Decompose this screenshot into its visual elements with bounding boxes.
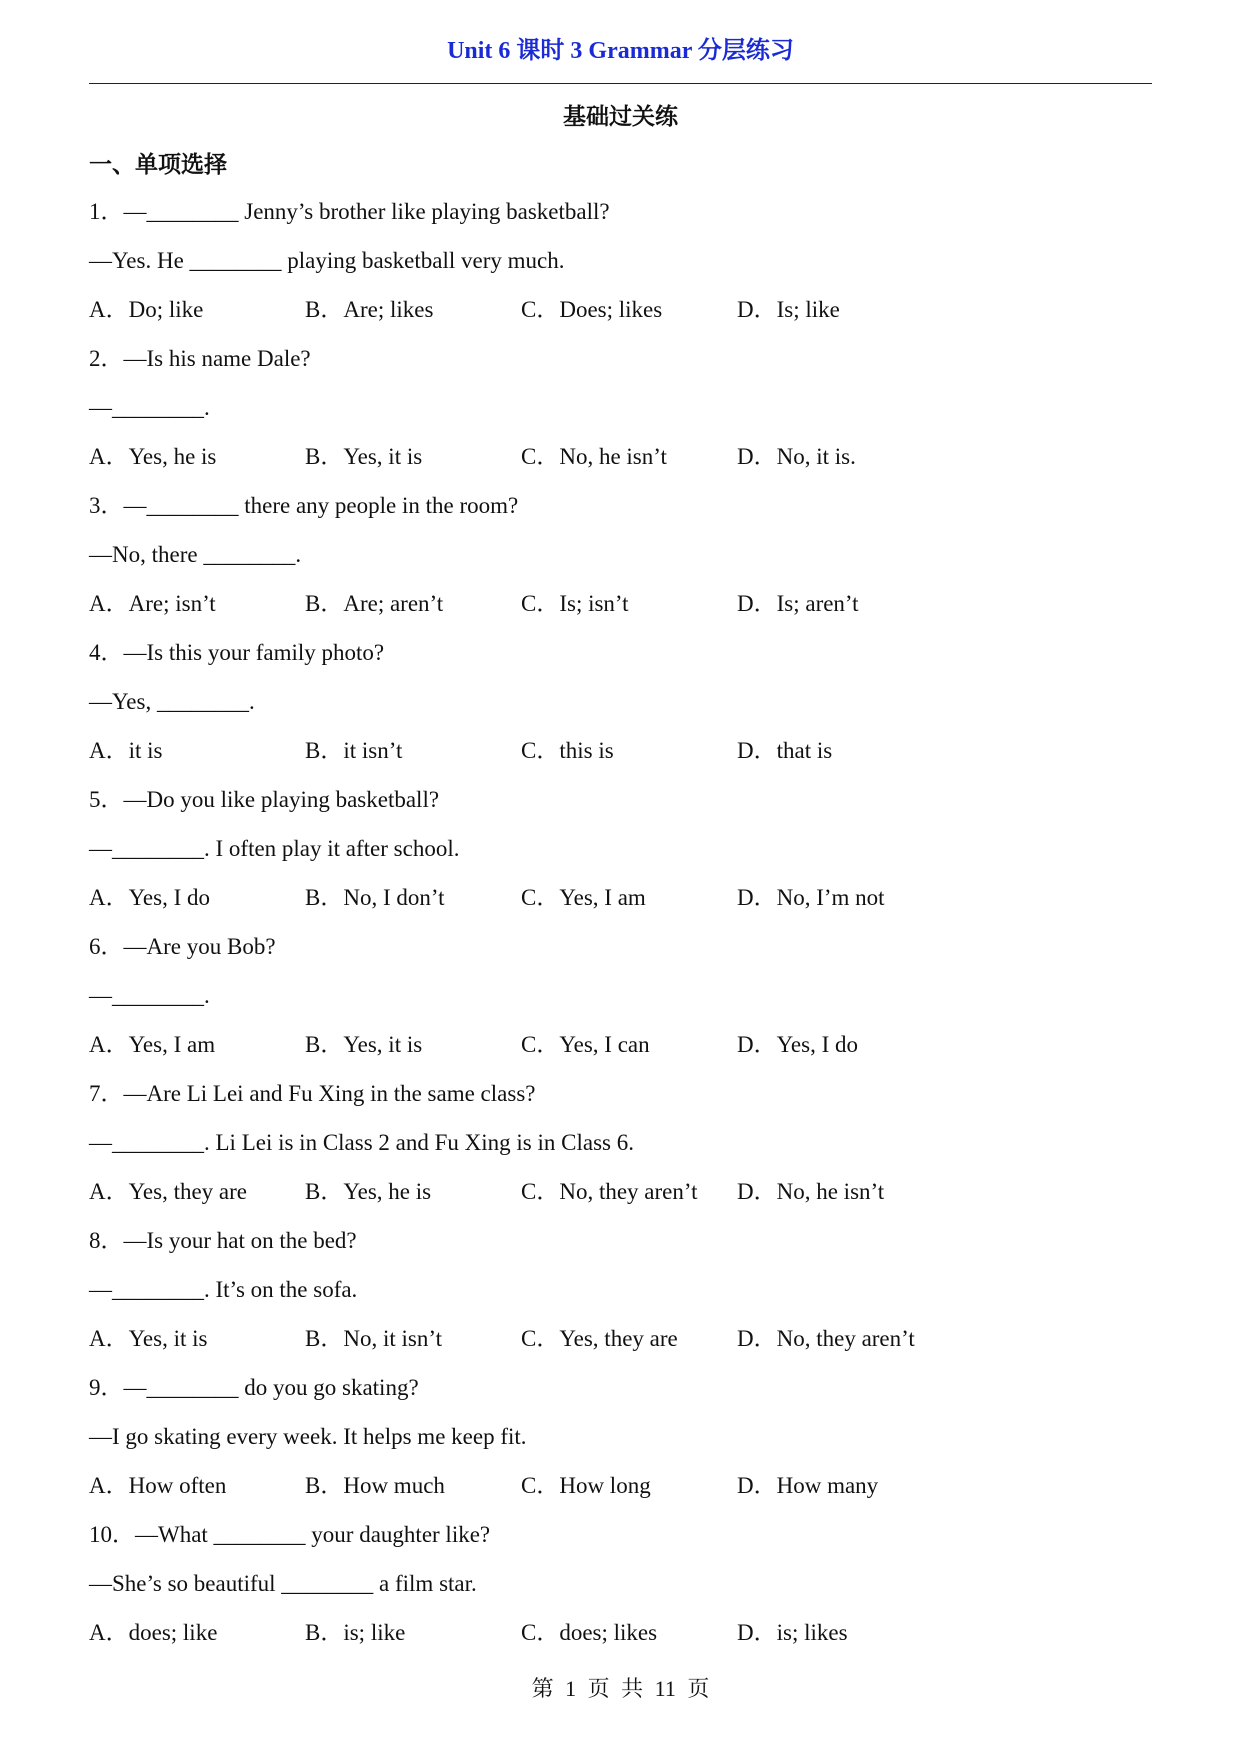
option-d: D．Is; like (737, 297, 840, 322)
answer-options (89, 1466, 1152, 1515)
answer-options (89, 1172, 1152, 1221)
option-d: D．that is (737, 738, 833, 763)
header-divider (89, 83, 1152, 84)
option-b: B．Are; likes (305, 297, 434, 322)
page-number-footer: 第 1 页 共 11 页 (531, 1676, 710, 1701)
option-d: D．is; likes (737, 1620, 848, 1645)
question-response: —Yes, ________. (89, 689, 255, 714)
option-a: A．Yes, he is (89, 444, 217, 469)
question-response: —I go skating every week. It helps me keep fit. (89, 1424, 527, 1449)
question-6 (89, 927, 1152, 1074)
option-a: A．it is (89, 738, 163, 763)
option-d: D．How many (737, 1473, 879, 1498)
option-c: C．Does; likes (521, 297, 663, 322)
option-b: B．Yes, it is (305, 1032, 423, 1057)
question-stem: 5．—Do you like playing basketball? (89, 787, 440, 812)
answer-options (89, 290, 1152, 339)
answer-options (89, 1613, 1152, 1662)
answer-options (89, 584, 1152, 633)
option-d: D．No, they aren’t (737, 1326, 915, 1351)
option-a: A．Are; isn’t (89, 591, 216, 616)
option-a: A．How often (89, 1473, 227, 1498)
question-response: —________. (89, 983, 210, 1008)
question-4 (89, 633, 1152, 780)
option-b: B．Yes, he is (305, 1179, 432, 1204)
option-d: D．Yes, I do (737, 1032, 858, 1057)
option-c: C．Is; isn’t (521, 591, 629, 616)
option-a: A．Do; like (89, 297, 204, 322)
option-a: A．Yes, I do (89, 885, 210, 910)
option-b: B．No, it isn’t (305, 1326, 442, 1351)
answer-options (89, 1319, 1152, 1368)
question-response: —________. It’s on the sofa. (89, 1277, 358, 1302)
question-8 (89, 1221, 1152, 1368)
question-7 (89, 1074, 1152, 1221)
question-9 (89, 1368, 1152, 1515)
section-subtitle: 基础过关练 (563, 104, 678, 129)
question-response: —________. (89, 395, 210, 420)
question-stem: 6．—Are you Bob? (89, 934, 276, 959)
option-b: B．Yes, it is (305, 444, 423, 469)
question-1 (89, 192, 1152, 339)
option-a: A．Yes, they are (89, 1179, 248, 1204)
option-b: B．How much (305, 1473, 445, 1498)
option-c: C．Yes, I can (521, 1032, 650, 1057)
option-c: C．No, they aren’t (521, 1179, 698, 1204)
option-d: D．No, it is. (737, 444, 856, 469)
question-stem: 2．—Is his name Dale? (89, 346, 311, 371)
option-b: B．it isn’t (305, 738, 403, 763)
option-a: A．Yes, I am (89, 1032, 216, 1057)
question-stem: 7．—Are Li Lei and Fu Xing in the same class? (89, 1081, 536, 1106)
question-3 (89, 486, 1152, 633)
question-10 (89, 1515, 1152, 1662)
answer-options (89, 731, 1152, 780)
question-response: —________. I often play it after school. (89, 836, 460, 861)
option-b: B．is; like (305, 1620, 406, 1645)
question-5 (89, 780, 1152, 927)
option-d: D．No, he isn’t (737, 1179, 885, 1204)
option-b: B．Are; aren’t (305, 591, 444, 616)
document-header-title: Unit 6 课时 3 Grammar 分层练习 (447, 38, 794, 64)
option-d: D．Is; aren’t (737, 591, 859, 616)
question-response: —Yes. He ________ playing basketball very much. (89, 248, 565, 273)
answer-options (89, 437, 1152, 486)
option-c: C．Yes, they are (521, 1326, 678, 1351)
question-response: —________. Li Lei is in Class 2 and Fu Xing is in Class 6. (89, 1130, 634, 1155)
option-b: B．No, I don’t (305, 885, 445, 910)
option-c: C．does; likes (521, 1620, 658, 1645)
answer-options (89, 878, 1152, 927)
option-c: C．Yes, I am (521, 885, 646, 910)
question-stem: 3．—________ there any people in the room? (89, 493, 519, 518)
answer-options (89, 1025, 1152, 1074)
option-a: A．does; like (89, 1620, 218, 1645)
question-response: —No, there ________. (89, 542, 302, 567)
question-stem: 4．—Is this your family photo? (89, 640, 385, 665)
section-heading: 一、单项选择 (89, 152, 227, 177)
option-c: C．How long (521, 1473, 651, 1498)
option-d: D．No, I’m not (737, 885, 885, 910)
option-a: A．Yes, it is (89, 1326, 208, 1351)
question-stem: 8．—Is your hat on the bed? (89, 1228, 357, 1253)
option-c: C．No, he isn’t (521, 444, 667, 469)
question-stem: 10．—What ________ your daughter like? (89, 1522, 491, 1547)
question-list (89, 192, 1152, 1662)
question-2 (89, 339, 1152, 486)
question-stem: 9．—________ do you go skating? (89, 1375, 419, 1400)
question-stem: 1．—________ Jenny’s brother like playing basketball? (89, 199, 610, 224)
option-c: C．this is (521, 738, 614, 763)
question-response: —She’s so beautiful ________ a film star. (89, 1571, 477, 1596)
